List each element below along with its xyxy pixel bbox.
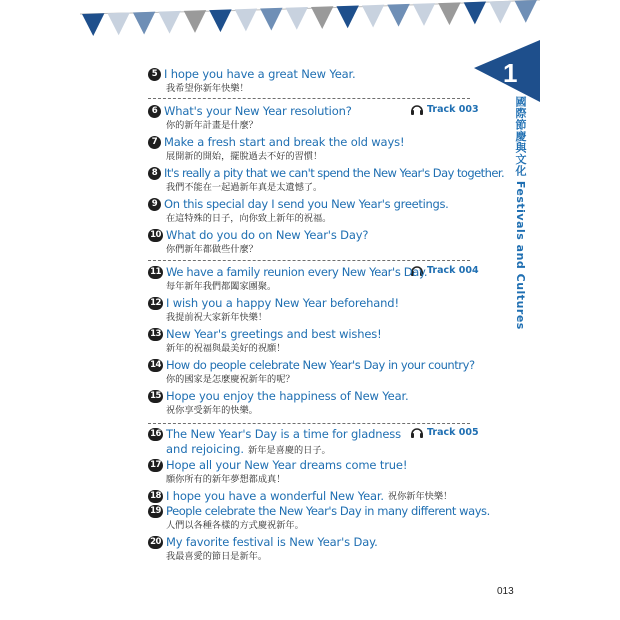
- english-sentence: On this special day I send you New Year's greetings.: [164, 197, 449, 211]
- english-sentence: Make a fresh start and break the old ways!: [164, 135, 405, 149]
- bunting-flag: [362, 5, 384, 28]
- phrase-item: [148, 166, 505, 194]
- bunting-flag: [413, 3, 435, 26]
- english-sentence: How do people celebrate New Year's Day in your country?: [166, 358, 475, 372]
- bunting-flag: [387, 4, 409, 27]
- phrase-item: [148, 67, 488, 95]
- number-badge: 11: [148, 266, 163, 279]
- phrase-item: [148, 104, 488, 132]
- chinese-translation: 展開新的開始，擺脫過去不好的習慣！: [166, 151, 323, 162]
- side-title: 國際節慶與文化 Festivals and Cultures: [514, 96, 527, 330]
- phrase-item: [148, 427, 488, 458]
- number-badge: 18: [148, 490, 163, 503]
- chinese-translation: 祝你享受新年的快樂。: [166, 405, 258, 416]
- phrase-item: [148, 504, 488, 532]
- phrase-item: [148, 296, 488, 324]
- bunting-flag: [311, 6, 333, 29]
- track-label: Track 005: [427, 427, 479, 438]
- phrase-item: [148, 228, 488, 256]
- bunting-flag: [438, 2, 460, 25]
- bunting-flag: [489, 1, 511, 24]
- english-sentence: We have a family reunion every New Year's Day.: [166, 265, 428, 279]
- bunting-flag: [260, 8, 282, 31]
- english-sentence: New Year's greetings and best wishes!: [166, 327, 382, 341]
- chinese-translation: 每年新年我們都闔家團聚。: [166, 281, 277, 292]
- english-sentence: My favorite festival is New Year's Day.: [166, 535, 378, 549]
- english-sentence: Hope you enjoy the happiness of New Year.: [166, 389, 409, 403]
- english-sentence: I hope you have a great New Year.: [164, 67, 356, 81]
- number-badge: 20: [148, 536, 163, 549]
- number-badge: 10: [148, 229, 163, 242]
- chinese-translation: 人們以各種各樣的方式慶祝新年。: [166, 520, 304, 531]
- chinese-translation: 我們不能在一起過新年真是太遺憾了。: [166, 182, 323, 193]
- chinese-translation: 你的國家是怎麼慶祝新年的呢？: [166, 374, 295, 385]
- section-divider: [148, 98, 470, 99]
- number-badge: 19: [148, 505, 163, 518]
- chinese-translation: 在這特殊的日子，向你致上新年的祝福。: [166, 213, 332, 224]
- english-sentence: What's your New Year resolution?: [164, 104, 352, 118]
- number-badge: 12: [148, 297, 163, 310]
- track-label: Track 003: [427, 104, 479, 115]
- chinese-translation: 我希望你新年快樂！: [166, 83, 249, 94]
- chinese-translation: 新年是喜慶的日子。: [248, 445, 331, 456]
- number-badge: 15: [148, 390, 163, 403]
- phrase-item: [148, 535, 488, 563]
- phrase-item: [148, 327, 488, 355]
- chinese-translation: 我提前祝大家新年快樂！: [166, 312, 268, 323]
- number-badge: 8: [148, 167, 161, 180]
- number-badge: 9: [148, 198, 161, 211]
- english-sentence: I hope you have a wonderful New Year.: [166, 489, 384, 503]
- chapter-number: 1: [503, 58, 518, 88]
- number-badge: 6: [148, 105, 161, 118]
- phrase-item: [148, 197, 488, 225]
- english-sentence: I wish you a happy New Year beforehand!: [166, 296, 399, 310]
- section-divider: [148, 423, 470, 424]
- phrase-item: [148, 135, 488, 163]
- phrase-item: [148, 389, 488, 417]
- chinese-translation: 你的新年計畫是什麼？: [166, 120, 258, 131]
- chapter-label: Chapter: [480, 30, 519, 56]
- bunting-flag: [184, 10, 206, 33]
- phrase-item: [148, 265, 488, 293]
- number-badge: 17: [148, 459, 163, 472]
- bunting-flag: [464, 2, 486, 25]
- bunting-flag: [286, 7, 308, 30]
- english-sentence: It's really a pity that we can't spend the New Year's Day together.: [164, 166, 505, 180]
- bunting-flag: [133, 12, 155, 35]
- section-divider: [148, 260, 470, 261]
- bunting-flag: [158, 11, 180, 34]
- bunting-flag: [235, 9, 257, 32]
- bunting-flag: [209, 9, 231, 32]
- chinese-translation: 我最喜愛的節日是新年。: [166, 551, 268, 562]
- number-badge: 13: [148, 328, 163, 341]
- bunting-flag: [515, 0, 537, 23]
- bunting-flag: [82, 13, 104, 36]
- number-badge: 16: [148, 428, 163, 441]
- bunting-flag: [107, 12, 129, 35]
- chinese-translation: 你們新年都做些什麼？: [166, 244, 258, 255]
- track-label: Track 004: [427, 265, 479, 276]
- bunting-flag: [336, 5, 358, 28]
- english-sentence: People celebrate the New Year's Day in many different ways.: [166, 504, 490, 518]
- chinese-translation: 新年的祝福與最美好的祝願！: [166, 343, 286, 354]
- chinese-translation: 祝你新年快樂！: [387, 491, 453, 502]
- english-sentence: Hope all your New Year dreams come true!: [166, 458, 408, 472]
- phrase-item: [148, 458, 488, 486]
- phrase-item: [148, 358, 488, 386]
- phrase-item: [148, 489, 488, 504]
- number-badge: 7: [148, 136, 161, 149]
- english-sentence: The New Year's Day is a time for gladness: [166, 427, 401, 441]
- english-sentence-continued: and rejoicing.: [166, 442, 245, 456]
- page-number: 013: [497, 586, 514, 597]
- chinese-translation: 願你所有的新年夢想都成真！: [166, 474, 286, 485]
- english-sentence: What do you do on New Year's Day?: [166, 228, 369, 242]
- number-badge: 14: [148, 359, 163, 372]
- number-badge: 5: [148, 68, 161, 81]
